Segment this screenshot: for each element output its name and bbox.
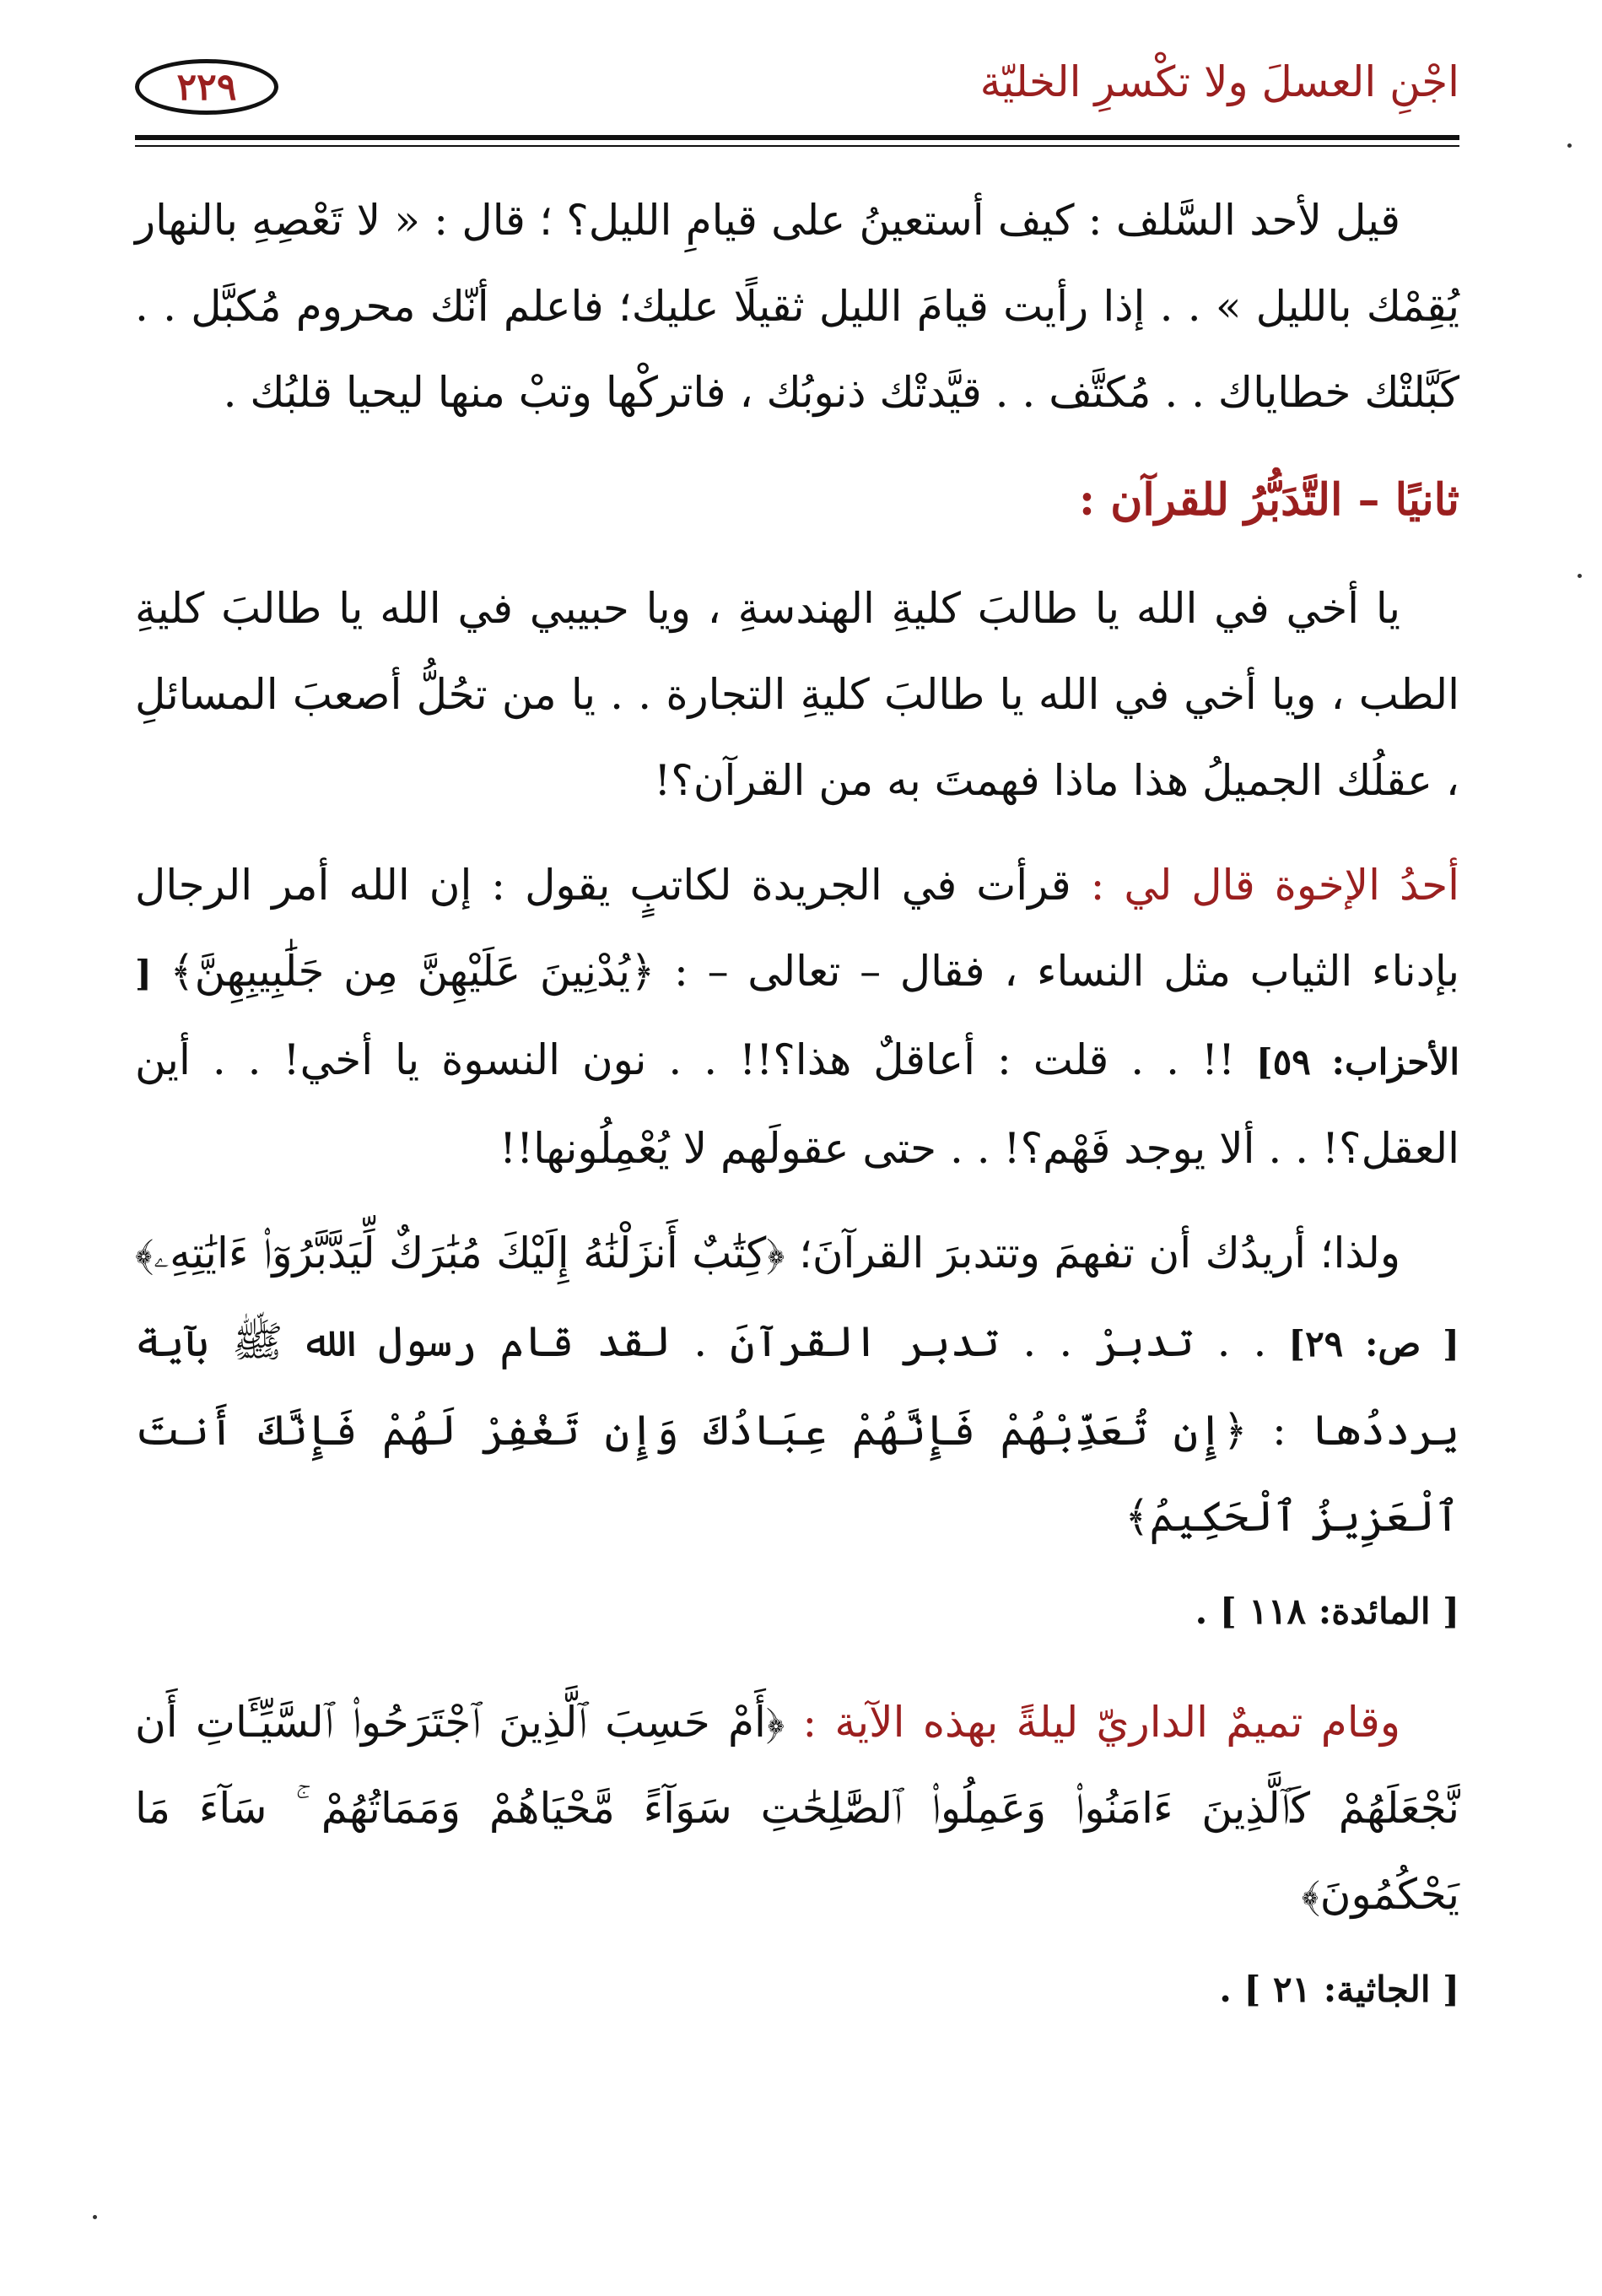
page-header <box>135 51 1459 143</box>
paragraph-text: قرأت في الجريدة لكاتبٍ يقول : إن الله أمر الرجال بإدناء الثياب مثل النساء ، فقال – تعالى – : <box>135 861 1460 996</box>
quran-verse: ﴿يُدْنِينَ عَلَيْهِنَّ مِن جَلَٰبِيبِهِنَّ﴾ <box>170 947 655 996</box>
scan-speck <box>1578 574 1582 578</box>
paragraph-text: ولذا؛ أريدُك أن تفهمَ وتتدبرَ القرآنَ؛ <box>785 1229 1400 1278</box>
paragraph-text: . . تدبرْ . . تدبر القرآنَ . لقد قام رسول الله ﷺ بآية يرددُها : <box>135 1317 1459 1455</box>
paragraph-text: !! . . قلت : أعاقلٌ هذا؟!! . . نون النسوة يا أخي! . . أين العقل؟! . . ألا يوجد فَهْم؟! . . حتى عقولَهم لا يُعْمِلُونها!! <box>135 1035 1459 1173</box>
quran-verse: ﴿أَمْ حَسِبَ ٱلَّذِينَ ٱجْتَرَحُوا۟ ٱلسَّيِّـَٔاتِ أَن نَّجْعَلَهُمْ كَٱلَّذِينَ ءَامَنُوا۟ وَعَمِلُوا۟ ٱلصَّٰلِحَٰتِ سَوَآءً مَّحْيَاهُمْ وَمَمَاتُهُمْ ۚ سَآءَ مَا يَحْكُمُونَ﴾ <box>135 1698 1459 1919</box>
scan-speck <box>1567 143 1572 148</box>
running-title: اجْنِ العسلَ ولا تكْسرِ الخليّة <box>979 57 1459 106</box>
paragraph-tadabbur <box>135 1210 1459 1559</box>
quran-verse: ﴿إِن تُعَذِّبْهُمْ فَإِنَّهُمْ عِبَادُكَ وَإِن تَغْفِرْ لَهُمْ فَإِنَّكَ أَنتَ ٱلْعَزِيزُ ٱلْحَكِيمُ﴾ <box>135 1406 1459 1541</box>
paragraph-night-prayer: قيل لأحد السَّلف : كيف أستعينُ على قيامِ الليل؟ ؛ قال : « لا تَعْصِهِ بالنهار يُقِمْك بالليل » . . إذا رأيت قيامَ الليل ثقيلًا عليك؛ فاعلم أنّك محروم مُكبَّل . . كَبَّلتْك خطاياك . . مُكتَّف . . قيَّدتْك ذنوبُك ، فاتركْها وتبْ منها ليحيا قلبُك . <box>135 196 1459 417</box>
page-number: ٢٢٩ <box>176 65 237 109</box>
verse-reference: [ الأحزاب: ٥٩] <box>135 953 1459 1083</box>
quran-verse: ﴿كِتَٰبٌ أَنزَلْنَٰهُ إِلَيْكَ مُبَٰرَكٌ لِّيَدَّبَّرُوٓا۟ ءَايَٰتِهِۦ﴾ <box>135 1229 785 1278</box>
verse-reference: [ ص: ٢٩] <box>1266 1323 1460 1364</box>
scan-speck <box>93 2215 97 2219</box>
paragraph-brother-story <box>135 842 1459 1191</box>
header-rule-thick <box>135 135 1459 140</box>
header-rule-thin <box>135 145 1459 147</box>
paragraph-lead: أحدُ الإخوة قال لي : <box>1090 861 1459 910</box>
verse-reference: [ المائدة: ١١٨ ] . <box>1195 1591 1459 1632</box>
paragraph-students: يا أخي في الله يا طالبَ كليةِ الهندسةِ ، ويا حبيبي في الله يا طالبَ كليةِ الطب ، ويا أخي في الله يا طالبَ كليةِ التجارة . . يا من تحُلُّ أصعبَ المسائلِ ، عقلُك الجميلُ هذا ماذا فهمتَ به من القرآن؟! <box>135 584 1459 805</box>
paragraph-lead: وقام تميمٌ الداريّ ليلةً بهذه الآية : <box>802 1698 1400 1747</box>
page-body <box>135 177 1459 2057</box>
page-number-badge <box>135 59 278 115</box>
paragraph-tamim <box>135 1679 1459 1937</box>
verse-reference: [ الجاثية: ٢١ ] . <box>1219 1969 1459 2010</box>
section-heading: ثانيًا – التَّدَبُّرُ للقرآن : <box>1078 474 1459 526</box>
